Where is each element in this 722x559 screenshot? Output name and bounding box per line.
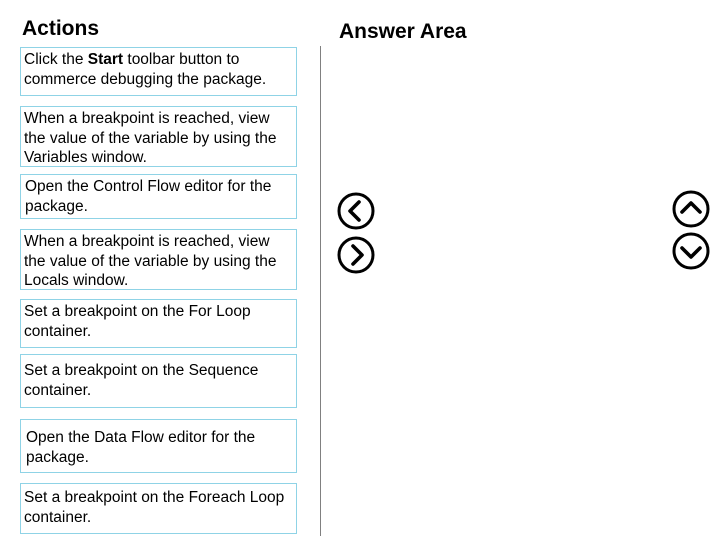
action-item-text-before: Click the [24, 51, 88, 68]
action-item-text: Set a breakpoint on the Foreach Loop container. [24, 489, 285, 526]
action-item-for-loop-breakpoint[interactable] [20, 299, 297, 348]
action-item-text: Open the Data Flow editor for the package. [26, 429, 256, 466]
move-up-button[interactable] [672, 190, 710, 228]
chevron-right-circle-icon [337, 236, 375, 274]
action-item-sequence-breakpoint[interactable] [20, 354, 297, 408]
action-item-control-flow-editor[interactable] [20, 174, 297, 219]
chevron-down-circle-icon [672, 232, 710, 270]
action-item-variables-window[interactable] [20, 106, 297, 167]
action-item-text-bold: Start [87, 51, 124, 68]
action-item-start-debugging[interactable] [20, 47, 297, 96]
action-item-foreach-loop-breakpoint[interactable] [20, 483, 297, 534]
action-item-text: Set a breakpoint on the For Loop container. [24, 303, 251, 340]
action-item-text: When a breakpoint is reached, view the value of the variable by using the Variables window. [24, 110, 277, 166]
move-down-button[interactable] [672, 232, 710, 270]
action-item-data-flow-editor[interactable] [20, 419, 297, 473]
actions-heading: Actions [22, 17, 100, 40]
action-item-text: When a breakpoint is reached, view the value of the variable by using the Locals window. [24, 233, 277, 289]
action-item-text: Open the Control Flow editor for the package. [25, 178, 272, 215]
action-item-locals-window[interactable] [20, 229, 297, 290]
action-item-text: Set a breakpoint on the Sequence container. [24, 362, 259, 399]
action-item-text-after: toolbar button to commerce debugging the package. [24, 51, 267, 88]
move-right-button[interactable] [337, 236, 375, 274]
answer-area-dropzone[interactable] [330, 50, 660, 535]
move-left-button[interactable] [337, 192, 375, 230]
column-divider [320, 46, 321, 536]
chevron-left-circle-icon [337, 192, 375, 230]
answer-area-heading: Answer Area [339, 20, 467, 43]
chevron-up-circle-icon [672, 190, 710, 228]
